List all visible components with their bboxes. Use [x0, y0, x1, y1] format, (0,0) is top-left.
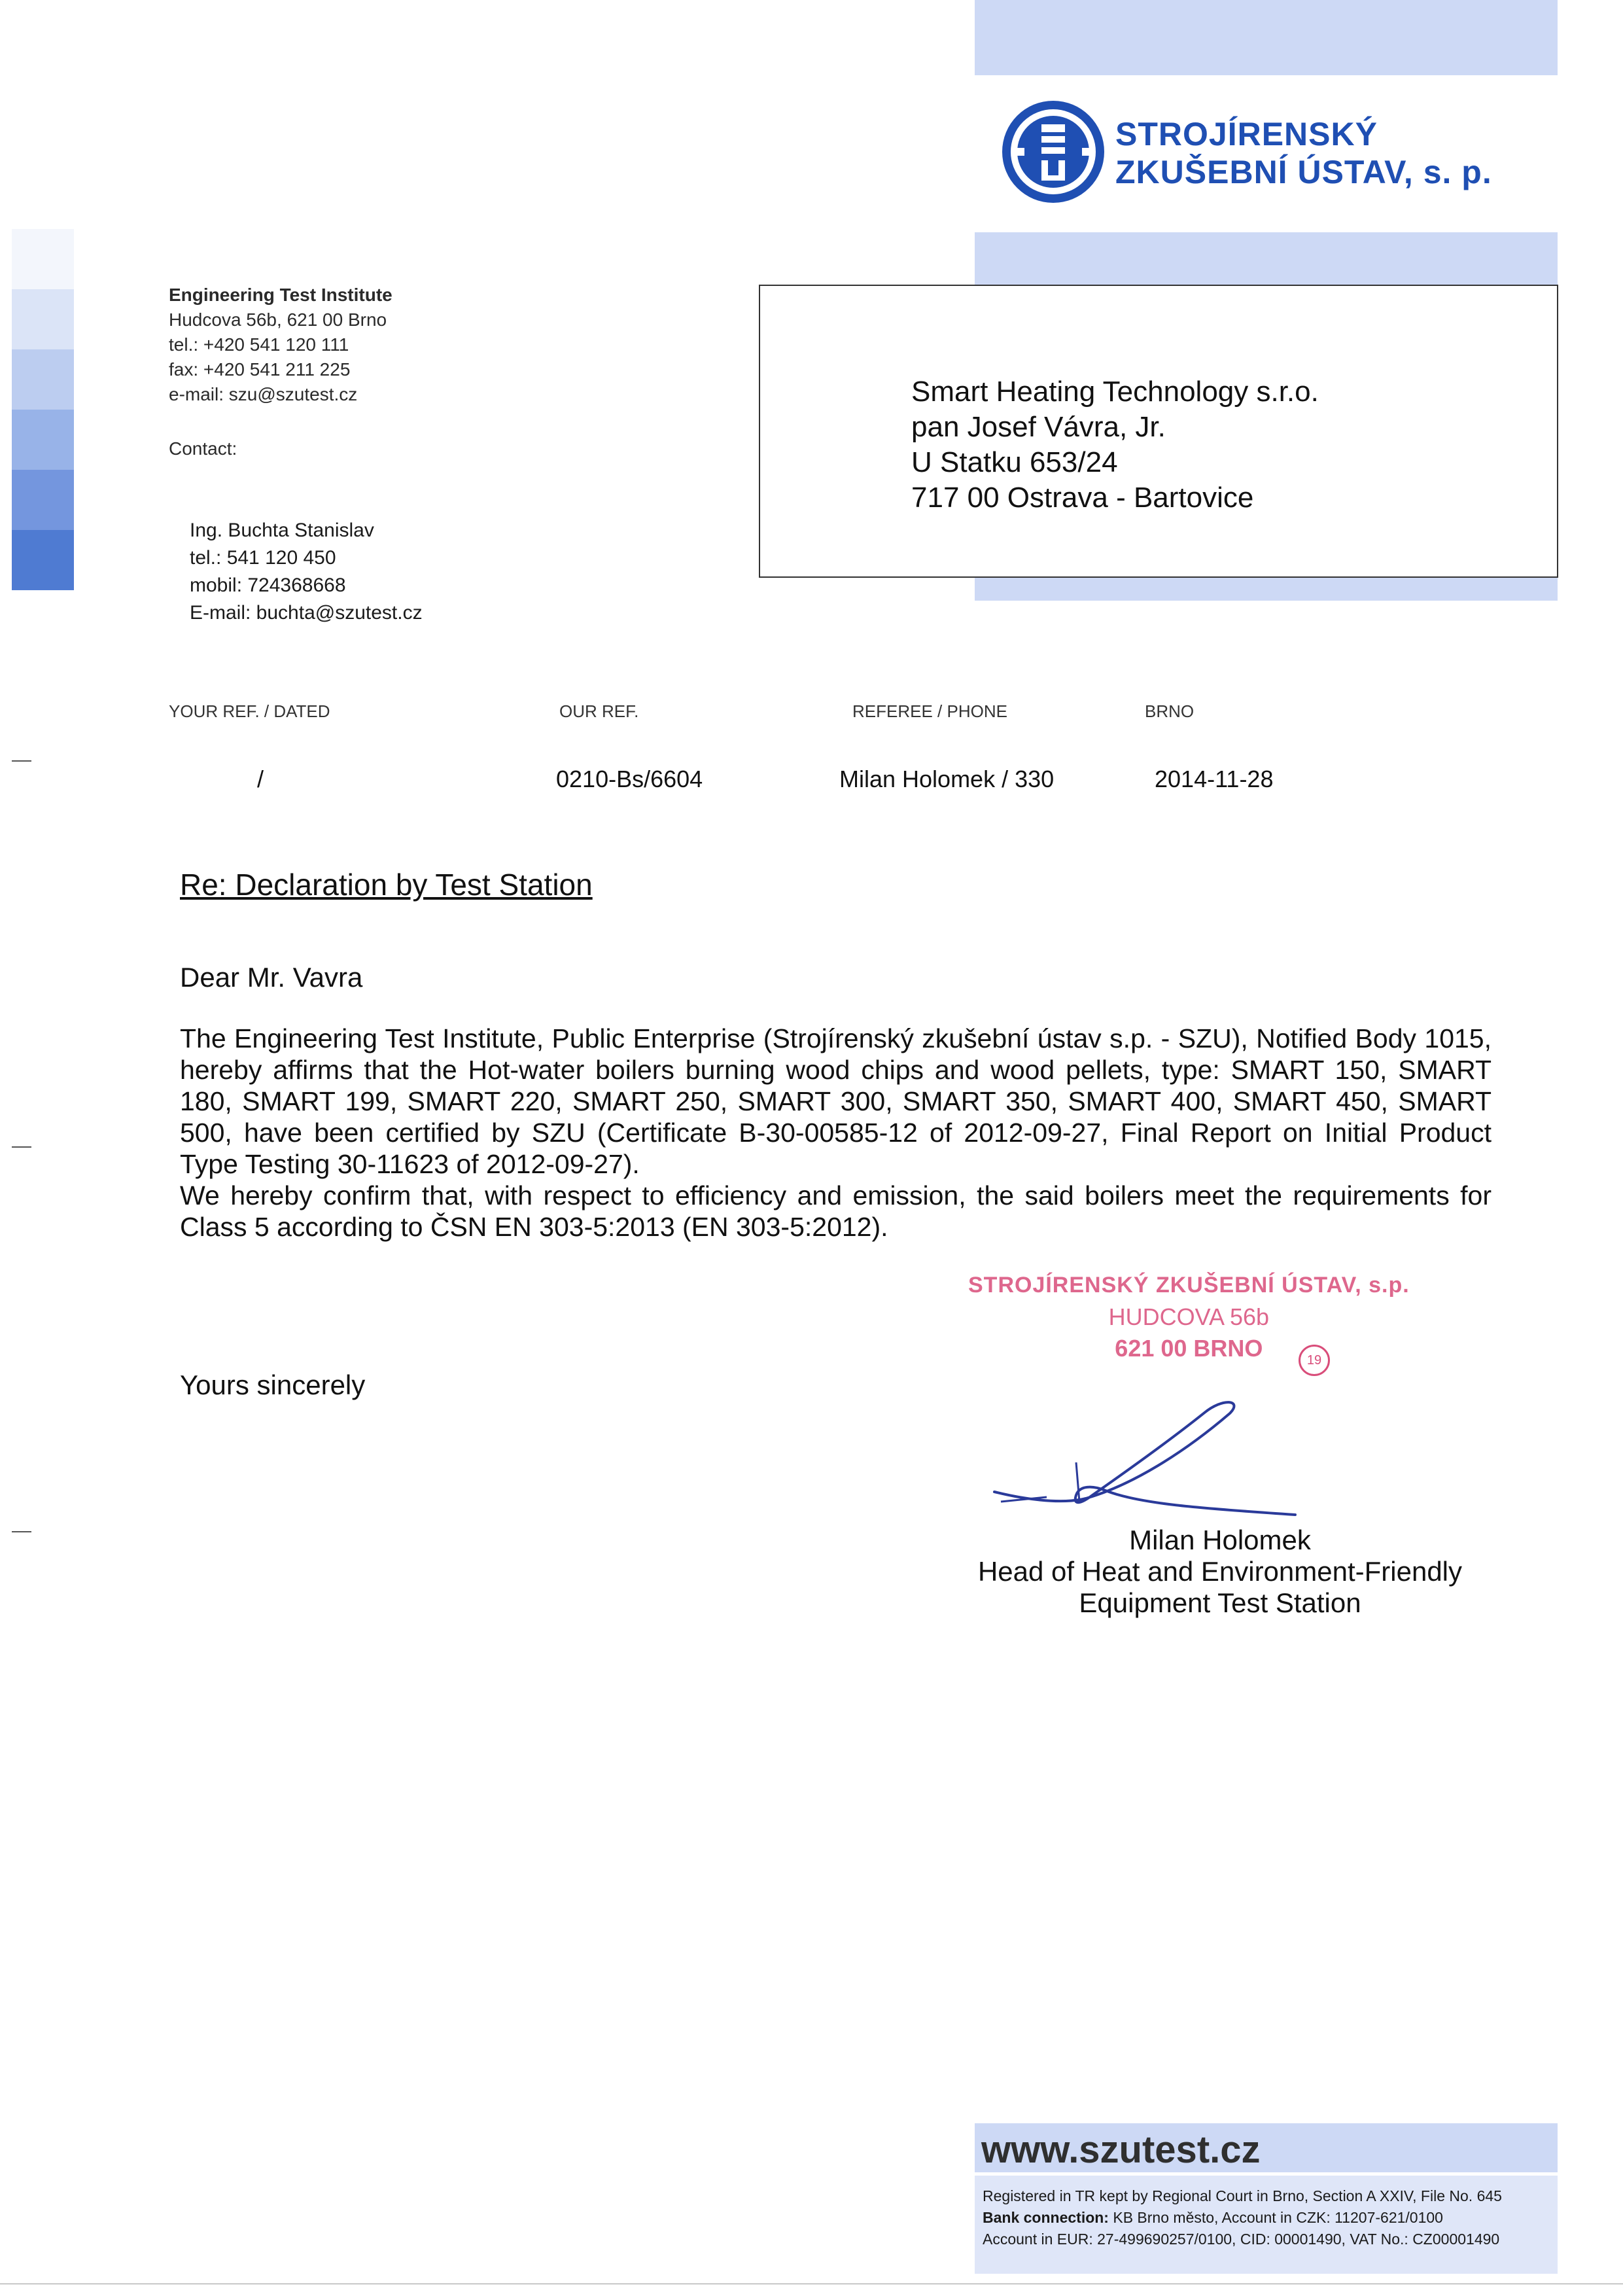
contact-label: Contact: [169, 438, 237, 459]
referee-label: REFEREE / PHONE [852, 701, 1007, 721]
sender-fax: fax: +420 541 211 225 [169, 359, 351, 380]
side-strip-6 [12, 530, 74, 590]
referee-value: Milan Holomek / 330 [839, 766, 1055, 792]
stamp-line-3: 621 00 BRNO [1115, 1335, 1263, 1362]
footer-url: www.szutest.cz [981, 2128, 1261, 2171]
letter-body [180, 1023, 1492, 1243]
contact-email: E-mail: buchta@szutest.cz [190, 602, 423, 624]
fold-mark-1 [12, 760, 31, 762]
side-strip-4 [12, 410, 74, 470]
footer-bank-value: KB Brno město, Account in CZK: 11207-621/0100 [1108, 2209, 1443, 2226]
contact-name: Ing. Buchta Stanislav [190, 520, 374, 541]
sender-address: Hudcova 56b, 621 00 Brno [169, 309, 387, 330]
signer-block [916, 1525, 1524, 1619]
letter-subject: Re: Declaration by Test Station [180, 868, 593, 902]
your-ref-value: / [257, 766, 264, 792]
signer-title-2: Equipment Test Station [1079, 1587, 1361, 1618]
your-ref-label: YOUR REF. / DATED [169, 701, 330, 721]
side-strip-2 [12, 289, 74, 349]
letter-salutation: Dear Mr. Vavra [180, 962, 363, 993]
recipient-street: U Statku 653/24 [911, 446, 1118, 478]
footer-registration [983, 2185, 1502, 2250]
header-band [975, 0, 1558, 75]
official-stamp [968, 1273, 1410, 1362]
logo-wordmark [1115, 115, 1492, 191]
sender-tel: tel.: +420 541 120 111 [169, 334, 349, 355]
side-strip-1 [12, 229, 74, 289]
contact-person [190, 517, 423, 627]
contact-mobile: mobil: 724368668 [190, 574, 346, 596]
signer-name: Milan Holomek [1129, 1525, 1311, 1555]
our-ref-label: OUR REF. [559, 701, 639, 721]
sender-email: e-mail: szu@szutest.cz [169, 384, 358, 404]
recipient-address [911, 374, 1319, 516]
recipient-city: 717 00 Ostrava - Bartovice [911, 482, 1254, 514]
footer-line-2 [983, 2207, 1502, 2229]
letter-paragraph-1: The Engineering Test Institute, Public Enterprise (Strojírenský zkušební ústav s.p. - SZU), Notified Body 1015, hereby affirms that the Hot-water boilers burning wood chips and wood pellets, type: SMART 150, SMART 180, SMART 199, SMART 220, SMART 250, SMART 300, SMART 350, SMART 400, SMART 450, SMART 500, have been certified by SZU (Certificate B-30-00585-12 of 2012-09-27, Final Report on Initial Product Type Testing 30-11623 of 2012-09-27). [180, 1023, 1492, 1179]
footer-bank-label: Bank connection: [983, 2209, 1109, 2226]
date-value: 2014-11-28 [1155, 766, 1274, 792]
logo-line-2: ZKUŠEBNÍ ÚSTAV, s. p. [1115, 154, 1492, 190]
contact-tel: tel.: 541 120 450 [190, 547, 336, 569]
stamp-line-1: STROJÍRENSKÝ ZKUŠEBNÍ ÚSTAV, s.p. [968, 1273, 1410, 1298]
sender-block [169, 283, 393, 407]
footer-line-3: Account in EUR: 27-499690257/0100, CID: 00001490, VAT No.: CZ00001490 [983, 2231, 1500, 2248]
recipient-company: Smart Heating Technology s.r.o. [911, 376, 1319, 408]
fold-mark-3 [12, 1531, 31, 1532]
szu-logo-icon [1000, 98, 1108, 206]
footer-line-1: Registered in TR kept by Regional Court in Brno, Section A XXIV, File No. 645 [983, 2187, 1502, 2204]
our-ref-value: 0210-Bs/6604 [556, 766, 703, 792]
stamp-line-2: HUDCOVA 56b [1108, 1303, 1270, 1330]
letter-paragraph-2: We hereby confirm that, with respect to efficiency and emission, the said boilers meet the requirements for Class 5 according to ČSN EN 303-5:2013 (EN 303-5:2012). [180, 1180, 1492, 1242]
place-label: BRNO [1145, 701, 1195, 721]
sender-org: Engineering Test Institute [169, 285, 393, 305]
letter-closing: Yours sincerely [180, 1369, 366, 1400]
side-strip-5 [12, 470, 74, 530]
signature-icon [981, 1387, 1308, 1531]
logo-line-1: STROJÍRENSKÝ [1115, 116, 1378, 152]
fold-mark-2 [12, 1146, 31, 1148]
stamp-number: 19 [1299, 1345, 1330, 1376]
recipient-person: pan Josef Vávra, Jr. [911, 411, 1166, 443]
header-band-lower [975, 232, 1558, 285]
side-strip-3 [12, 349, 74, 410]
signer-title-1: Head of Heat and Environment-Friendly [977, 1556, 1463, 1587]
